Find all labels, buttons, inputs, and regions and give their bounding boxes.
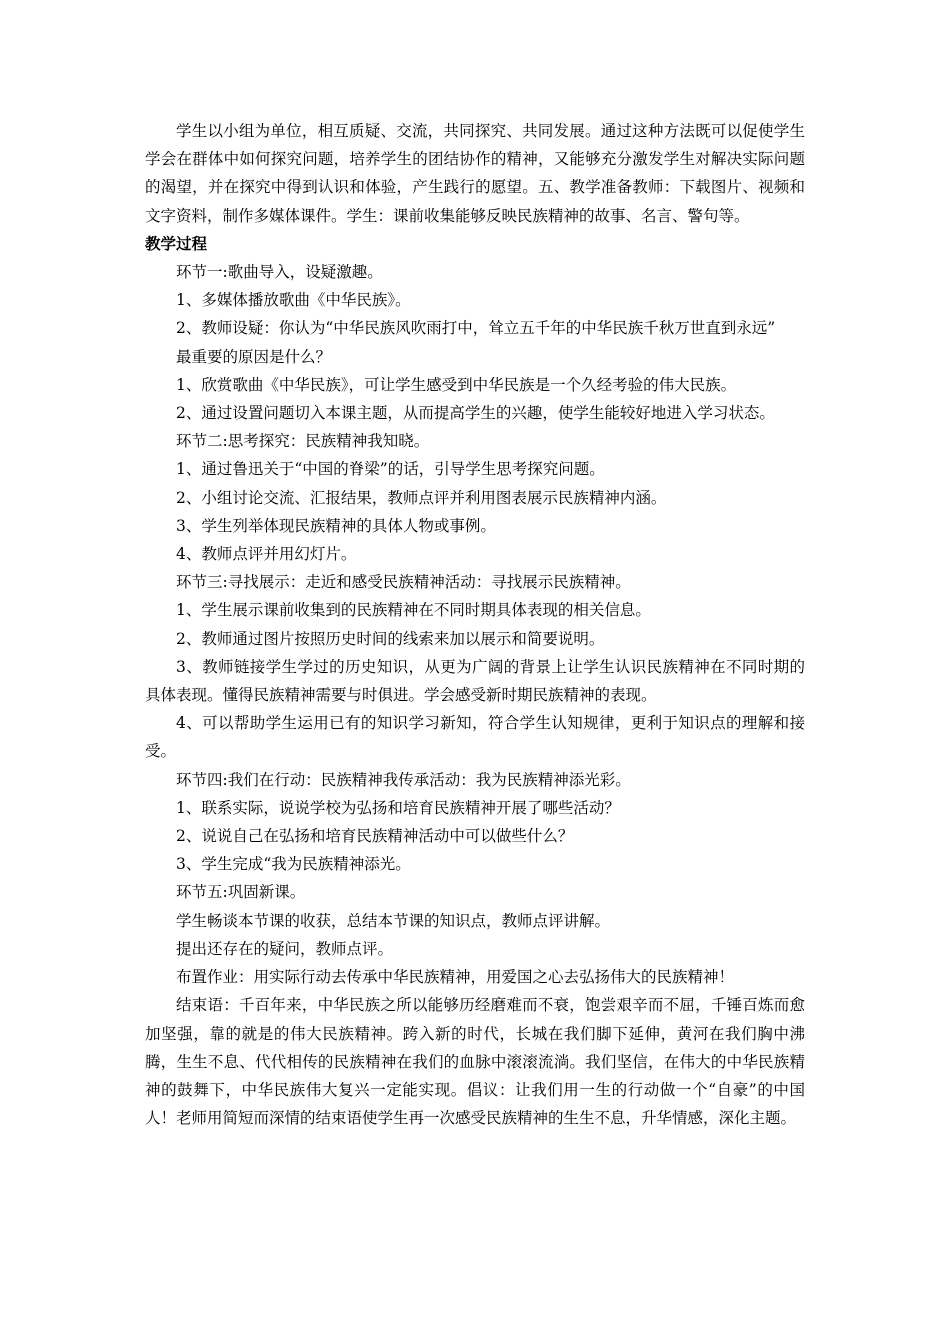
- paragraph: 1、欣赏歌曲《中华民族》，可让学生感受到中华民族是一个久经考验的伟大民族。: [176, 375, 737, 394]
- paragraph: 1、通过鲁迅关于“中国的脊梁”的话，引导学生思考探究问题。: [176, 460, 605, 479]
- paragraph: 1、联系实际，说说学校为弘扬和培育民族精神开展了哪些活动？: [176, 798, 620, 817]
- paragraph: 环节四:我们在行动：民族精神我传承活动：我为民族精神添光彩。: [176, 770, 631, 789]
- paragraph: 2、通过设置问题切入本课主题，从而提高学生的兴趣，使学生能较好地进入学习状态。: [176, 404, 775, 423]
- paragraph: 环节三:寻找展示：走近和感受民族精神活动：寻找展示民族精神。: [176, 573, 631, 592]
- paragraph: 结束语：千百年来，中华民族之所以能够历经磨难而不衰，饱尝艰辛而不屈，千锤百炼而愈加坚强，靠的就是的伟大民族精神。跨入新的时代，长城在我们脚下延伸，黄河在我们胸中沸腾，生生不息、代代相传的民族精神在我们的血脉中滚滚流淌。我们坚信，在伟大的中华民族精神的鼓舞下，中华民族伟大复兴一定能实现。倡议：让我们用一生的行动做一个“自豪”的中国人！老师用简短而深情的结束语使学生再一次感受民族精神的生生不息，升华情感，深化主题。: [145, 996, 805, 1128]
- paragraph: 2、教师设疑：你认为“中华民族风吹雨打中，耸立五千年的中华民族千秋万世直到永远”: [176, 319, 776, 338]
- paragraph: 3、教师链接学生学过的历史知识，从更为广阔的背景上让学生认识民族精神在不同时期的具体表现。懂得民族精神需要与时俱进。学会感受新时期民族精神的表现。: [145, 657, 805, 705]
- document-page: [145, 117, 805, 1132]
- paragraph: 环节五:巩固新课。: [176, 883, 306, 902]
- paragraph: 1、多媒体播放歌曲《中华民族》。: [176, 291, 411, 310]
- section-heading: 教学过程: [145, 234, 208, 253]
- paragraph-list: [145, 258, 805, 1132]
- paragraph: 环节一:歌曲导入，设疑激趣。: [176, 263, 383, 282]
- paragraph: 布置作业：用实际行动去传承中华民族精神，用爱国之心去弘扬伟大的民族精神！: [176, 968, 735, 987]
- intro-paragraph: 学生以小组为单位，相互质疑、交流，共同探究、共同发展。通过这种方法既可以促使学生学会在群体中如何探究问题，培养学生的团结协作的精神，又能够充分激发学生对解决实际问题的渴望，并在探究中得到认识和体验，产生践行的愿望。五、教学准备教师：下载图片、视频和文字资料，制作多媒体课件。学生：课前收集能够反映民族精神的故事、名言、警句等。: [145, 122, 805, 225]
- paragraph: 提出还存在的疑问，教师点评。: [176, 939, 394, 958]
- paragraph: 2、小组讨论交流、汇报结果，教师点评并利用图表展示民族精神内涵。: [176, 488, 667, 507]
- paragraph: 2、说说自己在弘扬和培育民族精神活动中可以做些什么？: [176, 827, 574, 846]
- paragraph: 4、可以帮助学生运用已有的知识学习新知，符合学生认知规律，更利于知识点的理解和接受。: [145, 714, 805, 761]
- paragraph: 最重要的原因是什么？: [176, 347, 332, 366]
- paragraph: 2、教师通过图片按照历史时间的线索来加以展示和简要说明。: [176, 629, 605, 648]
- paragraph: 环节二:思考探究：民族精神我知晓。: [176, 432, 430, 451]
- paragraph: 学生畅谈本节课的收获，总结本节课的知识点，教师点评讲解。: [176, 911, 611, 930]
- paragraph: 4、教师点评并用幻灯片。: [176, 545, 357, 564]
- paragraph: 3、学生完成“我为民族精神添光。: [176, 855, 411, 874]
- paragraph: 3、学生列举体现民族精神的具体人物或事例。: [176, 516, 496, 535]
- paragraph: 1、学生展示课前收集到的民族精神在不同时期具体表现的相关信息。: [176, 601, 651, 620]
